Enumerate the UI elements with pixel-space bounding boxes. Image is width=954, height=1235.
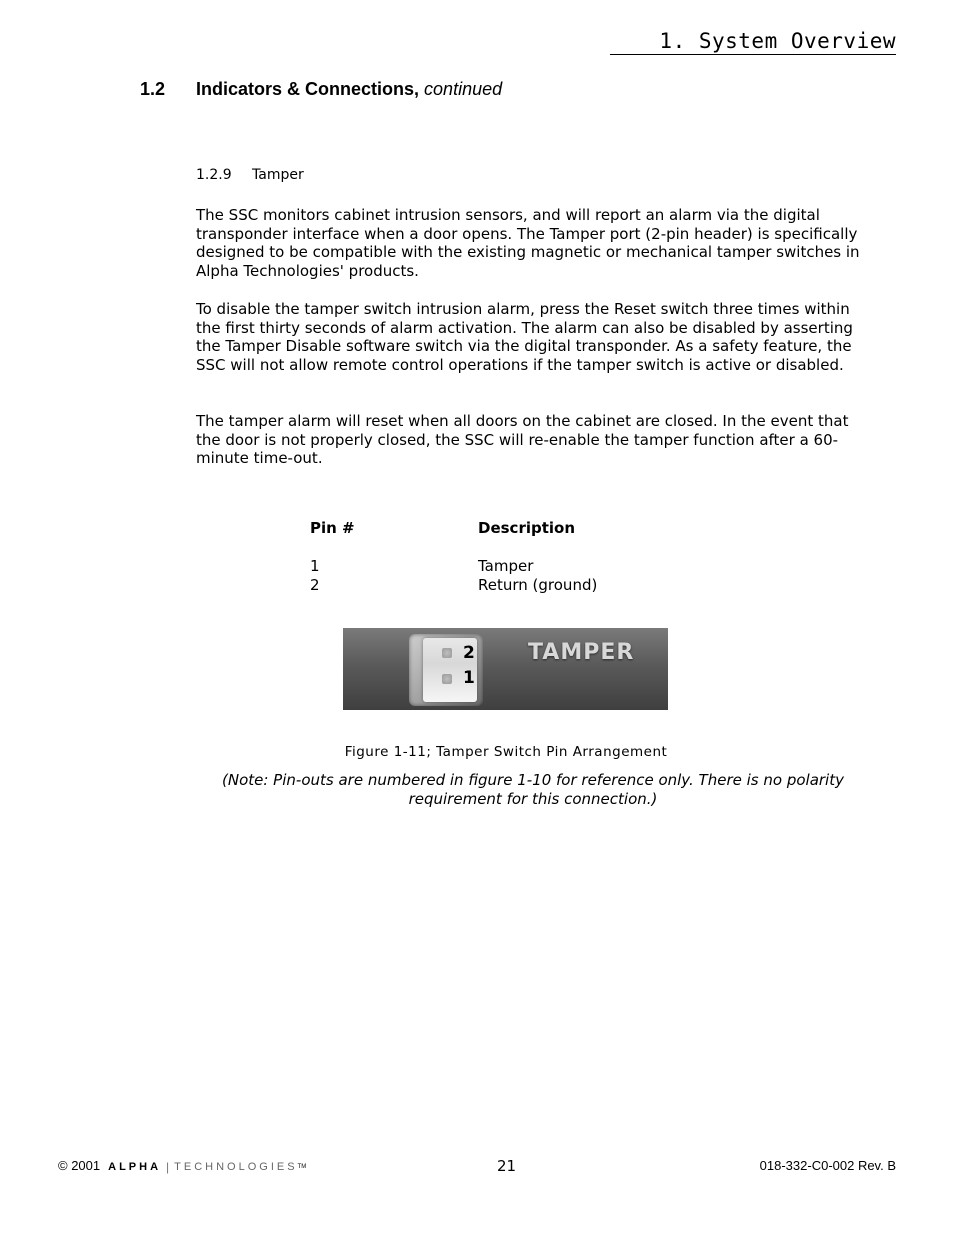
logo-technologies: TECHNOLOGIES	[174, 1161, 298, 1173]
section-number: 1.2	[140, 79, 166, 99]
pin-description: Tamper	[478, 557, 534, 575]
table-row	[310, 557, 597, 576]
figure-caption: Figure 1-11; Tamper Switch Pin Arrangement	[344, 744, 668, 760]
pin-table	[310, 519, 597, 595]
pin-number: 1	[310, 557, 320, 575]
subsection-number: 1.2.9	[196, 167, 232, 183]
description-column-header: Description	[478, 519, 576, 537]
paragraph-disable: To disable the tamper switch intrusion alarm, press the Reset switch three times within the first thirty seconds of alarm activation. The alarm can also be disabled by asserting the Tamper Disable software switch via the digital transponder. As a safety feature, the SSC will not allow remote control operations if the tamper switch is active or disabled.	[196, 300, 853, 375]
subsection-title: Tamper	[252, 167, 304, 183]
pin-table-header	[310, 519, 597, 538]
pin-number: 2	[310, 576, 320, 594]
pin-description: Return (ground)	[478, 576, 598, 594]
logo-alpha: ALPHA	[108, 1161, 162, 1173]
logo-trademark: TM	[297, 1164, 307, 1170]
paragraph-reset: The tamper alarm will reset when all doors on the cabinet are closed. In the event that the door is not properly closed, the SSC will re-enable the tamper function after a 60-minute time-out.	[196, 412, 849, 468]
pin-1-contact	[442, 674, 452, 684]
pin-column-header: Pin #	[310, 519, 355, 537]
pin-2-contact	[442, 648, 452, 658]
section-continued: continued	[424, 79, 503, 99]
document-number: 018-332-C0-002 Rev. B	[759, 1158, 896, 1173]
page-number: 21	[497, 1157, 517, 1175]
footer-copyright	[58, 1158, 306, 1174]
pin-1-label: 1	[463, 668, 475, 688]
alpha-technologies-logo	[108, 1160, 306, 1174]
polarity-note: (Note: Pin-outs are numbered in figure 1-10 for reference only. There is no polarity requirement for this connection.)	[222, 771, 844, 808]
tamper-connector-photo	[343, 628, 668, 710]
pin-2-label: 2	[463, 643, 475, 663]
tamper-panel-label: TAMPER	[528, 640, 635, 665]
section-name: Indicators & Connections,	[196, 79, 420, 99]
copyright-text: © 2001	[58, 1158, 101, 1173]
logo-separator: |	[166, 1160, 170, 1174]
paragraph-intro: The SSC monitors cabinet intrusion sensors, and will report an alarm via the digital transponder interface when a door opens. The Tamper port (2-pin header) is specifically designed to be compatible with the existing magnetic or mechanical tamper switches in Alpha Technologies' products.	[196, 206, 860, 281]
subsection-heading	[196, 167, 304, 183]
table-row	[310, 576, 597, 595]
chapter-title: 1. System Overview	[610, 28, 896, 55]
section-heading	[140, 79, 502, 100]
